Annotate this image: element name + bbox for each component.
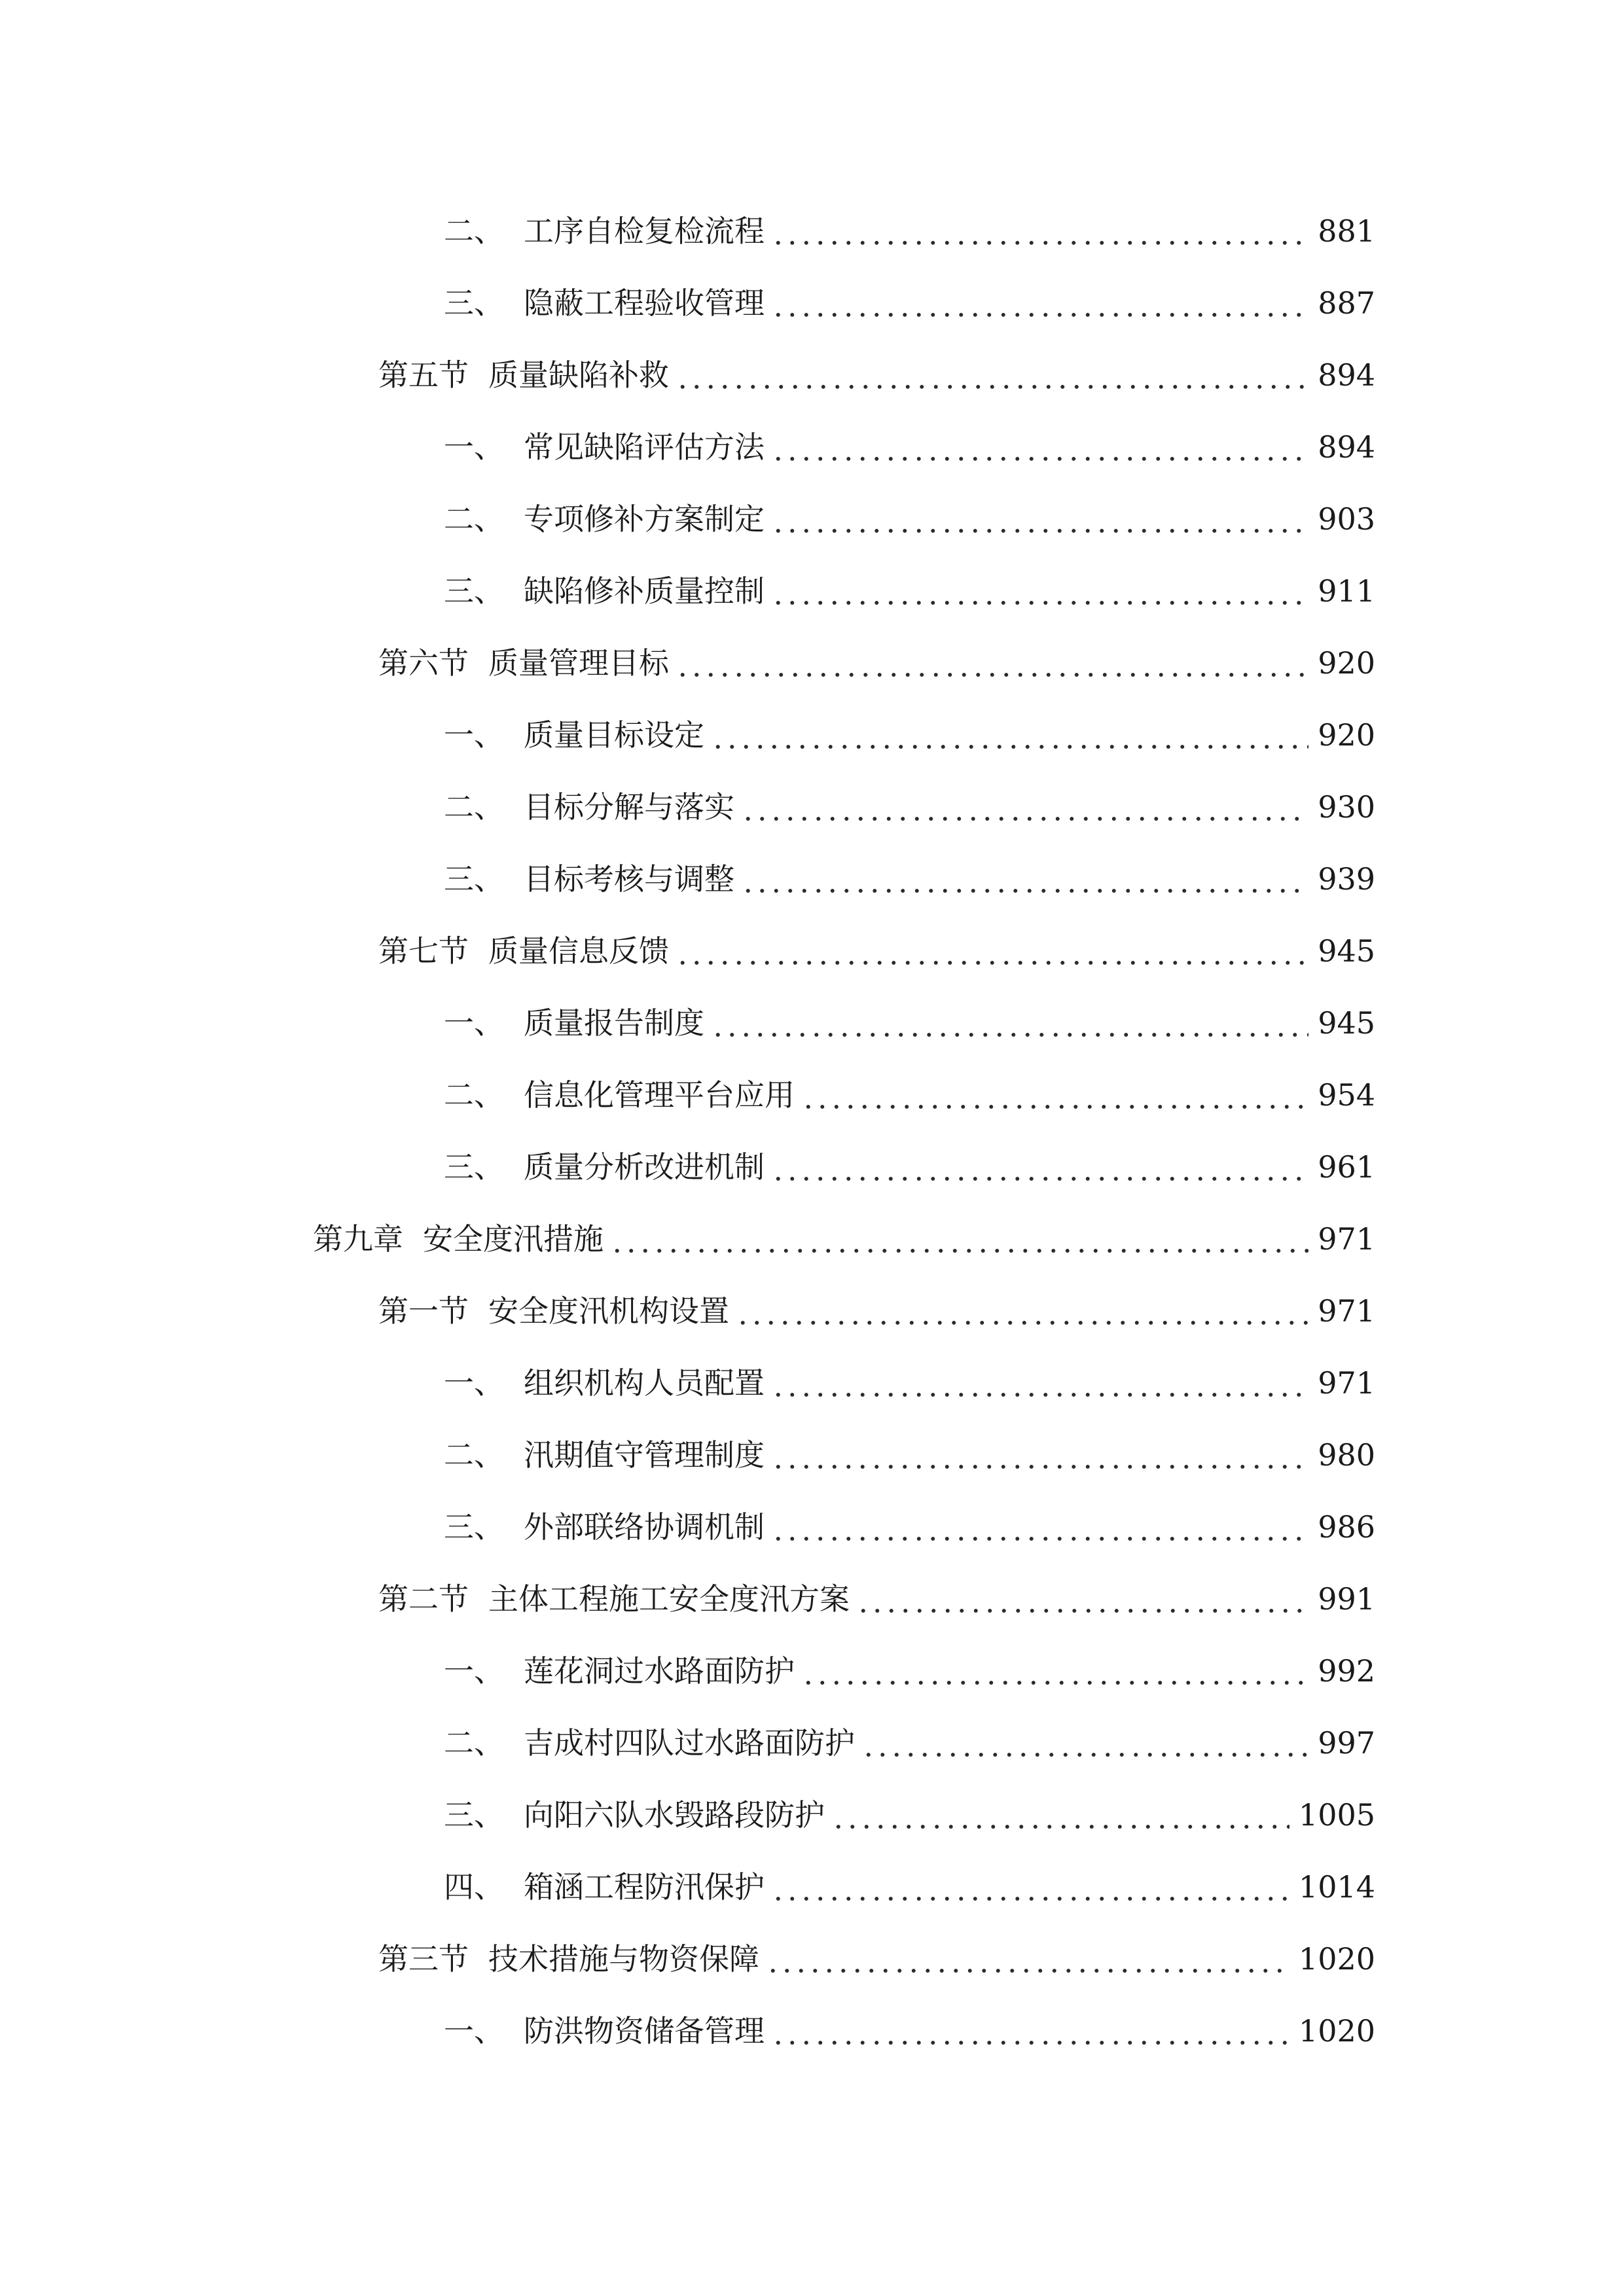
toc-dot-leader	[741, 863, 1308, 895]
toc-dot-leader	[766, 1943, 1290, 1975]
toc-entry[interactable]	[0, 915, 1624, 987]
toc-entry-title: 缺陷修补质量控制	[524, 573, 765, 609]
toc-entry[interactable]	[0, 1707, 1624, 1779]
toc-entry-number: 一、	[444, 2013, 504, 2049]
toc-entry[interactable]	[0, 267, 1624, 339]
toc-entry[interactable]	[0, 195, 1624, 267]
toc-entry[interactable]	[0, 1203, 1624, 1275]
toc-entry-title: 目标考核与调整	[524, 861, 734, 897]
toc-entry-title: 莲花洞过水路面防护	[524, 1653, 795, 1689]
toc-entry-page: 920	[1318, 645, 1375, 681]
toc-entry-title: 安全度汛措施	[423, 1221, 604, 1257]
toc-entry-title: 质量分析改进机制	[524, 1149, 765, 1185]
toc-entry-page: 986	[1318, 1509, 1375, 1545]
toc-entry-title: 目标分解与落实	[524, 789, 734, 825]
toc-dot-leader	[676, 647, 1308, 679]
toc-entry-page: 997	[1318, 1725, 1375, 1761]
toc-entry-number: 二、	[444, 213, 504, 249]
toc-entry-title: 质量报告制度	[524, 1005, 704, 1041]
toc-entry[interactable]	[0, 339, 1624, 411]
toc-entry-title: 汛期值守管理制度	[524, 1437, 765, 1473]
toc-dot-leader	[861, 1727, 1308, 1759]
toc-dot-leader	[741, 791, 1308, 823]
toc-entry-number: 一、	[444, 717, 504, 753]
toc-dot-leader	[856, 1583, 1308, 1615]
toc-entry-page: 911	[1318, 573, 1375, 609]
toc-entry-title: 信息化管理平台应用	[524, 1077, 795, 1113]
toc-entry-page: 945	[1318, 933, 1375, 969]
toc-entry[interactable]	[0, 1779, 1624, 1851]
toc-entry[interactable]	[0, 771, 1624, 843]
toc-entry-number: 二、	[444, 501, 504, 537]
toc-entry-page: 980	[1318, 1437, 1375, 1473]
toc-dot-leader	[771, 1439, 1308, 1471]
toc-dot-leader	[711, 1007, 1308, 1039]
toc-entry-number: 三、	[444, 285, 504, 321]
toc-dot-leader	[610, 1223, 1308, 1255]
toc-entry[interactable]	[0, 987, 1624, 1059]
toc-entry[interactable]	[0, 1059, 1624, 1131]
toc-entry-page: 894	[1318, 357, 1375, 393]
toc-entry-title: 质量信息反馈	[488, 933, 669, 969]
toc-entry-number: 第五节	[378, 357, 469, 393]
toc-entry-title: 隐蔽工程验收管理	[524, 285, 765, 321]
toc-entry-page: 1005	[1298, 1797, 1375, 1833]
toc-entry-page: 945	[1318, 1005, 1375, 1041]
toc-entry-number: 第一节	[378, 1293, 469, 1329]
toc-entry-number: 第九章	[313, 1221, 403, 1257]
toc-dot-leader	[711, 719, 1308, 751]
toc-dot-leader	[831, 1799, 1290, 1831]
toc-entry-title: 箱涵工程防汛保护	[524, 1869, 765, 1905]
toc-dot-leader	[771, 503, 1308, 535]
toc-dot-leader	[771, 2015, 1290, 2047]
toc-entry[interactable]	[0, 1923, 1624, 1995]
toc-entry-number: 二、	[444, 789, 504, 825]
toc-entry-page: 992	[1318, 1653, 1375, 1689]
toc-entry-number: 三、	[444, 1509, 504, 1545]
toc-entry[interactable]	[0, 1635, 1624, 1707]
toc-dot-leader	[676, 935, 1308, 967]
toc-entry-title: 吉成村四队过水路面防护	[524, 1725, 855, 1761]
toc-entry-number: 二、	[444, 1725, 504, 1761]
toc-entry-number: 一、	[444, 1005, 504, 1041]
toc-entry-number: 三、	[444, 1149, 504, 1185]
toc-entry[interactable]	[0, 843, 1624, 915]
toc-entry-page: 1020	[1298, 1941, 1375, 1977]
toc-entry-page: 920	[1318, 717, 1375, 753]
toc-dot-leader	[771, 287, 1308, 319]
toc-entry-number: 第六节	[378, 645, 469, 681]
toc-entry[interactable]	[0, 1131, 1624, 1203]
toc-entry[interactable]	[0, 411, 1624, 483]
toc-entry-number: 一、	[444, 429, 504, 465]
toc-entry-title: 外部联络协调机制	[524, 1509, 765, 1545]
toc-entry-page: 971	[1318, 1365, 1375, 1401]
toc-entry-page: 939	[1318, 861, 1375, 897]
toc-entry[interactable]	[0, 699, 1624, 771]
toc-dot-leader	[676, 359, 1308, 391]
toc-entry[interactable]	[0, 1347, 1624, 1419]
toc-dot-leader	[771, 1511, 1308, 1543]
toc-entry-number: 四、	[444, 1869, 504, 1905]
toc-entry-number: 第七节	[378, 933, 469, 969]
table-of-contents	[0, 195, 1624, 2067]
toc-entry-number: 三、	[444, 1797, 504, 1833]
toc-entry-number: 三、	[444, 861, 504, 897]
toc-entry[interactable]	[0, 555, 1624, 627]
toc-entry-title: 质量目标设定	[524, 717, 704, 753]
toc-entry-page: 1020	[1298, 2013, 1375, 2049]
toc-entry-page: 930	[1318, 789, 1375, 825]
toc-entry-number: 第二节	[378, 1581, 469, 1617]
toc-entry-title: 主体工程施工安全度汛方案	[488, 1581, 850, 1617]
toc-entry-title: 专项修补方案制定	[524, 501, 765, 537]
toc-entry-page: 887	[1318, 285, 1375, 321]
toc-entry-title: 防洪物资储备管理	[524, 2013, 765, 2049]
toc-entry[interactable]	[0, 483, 1624, 555]
toc-entry[interactable]	[0, 1275, 1624, 1347]
toc-entry-number: 三、	[444, 573, 504, 609]
toc-entry-number: 二、	[444, 1437, 504, 1473]
toc-dot-leader	[771, 1367, 1308, 1399]
toc-dot-leader	[771, 575, 1308, 607]
toc-entry-page: 991	[1318, 1581, 1375, 1617]
toc-entry[interactable]	[0, 1995, 1624, 2067]
toc-entry[interactable]	[0, 1419, 1624, 1491]
toc-entry-title: 工序自检复检流程	[524, 213, 765, 249]
toc-entry[interactable]	[0, 1491, 1624, 1563]
toc-entry[interactable]	[0, 1563, 1624, 1635]
toc-entry-title: 常见缺陷评估方法	[524, 429, 765, 465]
toc-entry-page: 961	[1318, 1149, 1375, 1185]
toc-dot-leader	[801, 1079, 1308, 1111]
toc-entry-number: 二、	[444, 1077, 504, 1113]
toc-entry-number: 一、	[444, 1365, 504, 1401]
toc-dot-leader	[736, 1295, 1308, 1327]
toc-entry-number: 第三节	[378, 1941, 469, 1977]
toc-dot-leader	[801, 1655, 1308, 1687]
toc-entry-title: 技术措施与物资保障	[488, 1941, 759, 1977]
toc-entry-title: 向阳六队水毁路段防护	[524, 1797, 825, 1833]
toc-dot-leader	[771, 431, 1308, 463]
toc-entry-page: 881	[1318, 213, 1375, 249]
toc-dot-leader	[771, 1151, 1308, 1183]
toc-entry-page: 971	[1318, 1221, 1375, 1257]
toc-dot-leader	[771, 215, 1308, 247]
toc-entry[interactable]	[0, 627, 1624, 699]
toc-entry-page: 954	[1318, 1077, 1375, 1113]
toc-entry-title: 质量缺陷补救	[488, 357, 669, 393]
toc-entry-page: 1014	[1298, 1869, 1375, 1905]
toc-entry-number: 一、	[444, 1653, 504, 1689]
toc-entry-page: 894	[1318, 429, 1375, 465]
toc-entry-title: 组织机构人员配置	[524, 1365, 765, 1401]
toc-entry[interactable]	[0, 1851, 1624, 1923]
toc-entry-title: 安全度汛机构设置	[488, 1293, 729, 1329]
toc-entry-title: 质量管理目标	[488, 645, 669, 681]
toc-dot-leader	[771, 1871, 1290, 1903]
toc-entry-page: 971	[1318, 1293, 1375, 1329]
toc-entry-page: 903	[1318, 501, 1375, 537]
